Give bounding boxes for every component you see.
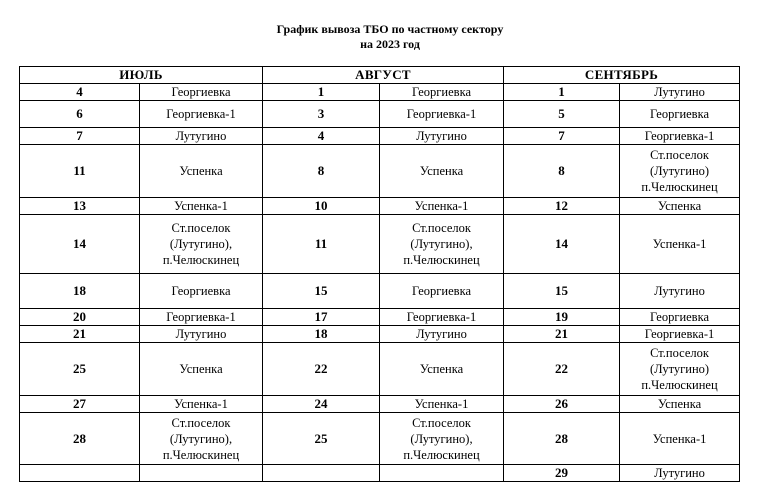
august-day-cell: 17: [263, 309, 380, 326]
july-place-cell: [140, 215, 263, 274]
july-day-cell: 27: [20, 396, 140, 413]
september-place-cell: [620, 215, 740, 274]
place-line: Ст.поселок: [650, 346, 709, 360]
september-place-cell: [620, 198, 740, 215]
place-line: Георгиевка: [411, 284, 472, 298]
september-day-cell: 1: [504, 84, 620, 101]
september-day-cell: 7: [504, 128, 620, 145]
september-day-cell: 15: [504, 274, 620, 309]
table-row: [20, 145, 740, 198]
place-line: Успенка: [657, 397, 702, 411]
july-day-cell: [20, 465, 140, 482]
august-place-cell: [380, 84, 504, 101]
table-row: [20, 198, 740, 215]
place-line: Лутугино: [416, 327, 467, 341]
september-day-cell: 21: [504, 326, 620, 343]
table-row: [20, 413, 740, 465]
place-line: п.Челюскинец: [403, 447, 480, 462]
july-day-cell: 18: [20, 274, 140, 309]
august-day-cell: 22: [263, 343, 380, 396]
place-line: п.Челюскинец: [162, 253, 240, 267]
july-place-cell: [140, 343, 263, 396]
place-line: Успенка: [179, 362, 223, 376]
september-place-cell: [620, 343, 740, 396]
august-place-cell: [380, 396, 504, 413]
schedule-table: [19, 66, 740, 482]
place-line: (Лутугино),: [169, 431, 233, 446]
august-place-cell: [380, 465, 504, 482]
july-place-cell: [140, 396, 263, 413]
september-day-cell: 19: [504, 309, 620, 326]
august-day-cell: 3: [263, 101, 380, 128]
place-line: Георгиевка: [411, 85, 472, 99]
place-line: Успенка: [419, 164, 464, 178]
place-line: п.Челюскинец: [641, 378, 718, 392]
july-place-cell: [140, 84, 263, 101]
place-line: Георгиевка-1: [406, 107, 477, 121]
place-line: (Лутугино),: [410, 431, 473, 446]
place-line: Георгиевка-1: [644, 129, 715, 143]
place-line: Лутугино: [654, 85, 705, 99]
july-day-cell: 25: [20, 343, 140, 396]
september-place-cell: [620, 396, 740, 413]
place-line: п.Челюскинец: [641, 180, 718, 194]
place-line: Успенка: [179, 164, 223, 178]
month-header-july: ИЮЛЬ: [20, 67, 263, 84]
august-day-cell: 11: [263, 215, 380, 274]
july-place-cell: [140, 413, 263, 465]
august-place-cell: [380, 198, 504, 215]
july-day-cell: 14: [20, 215, 140, 274]
place-line: п.Челюскинец: [162, 447, 240, 462]
place-line: Успенка-1: [174, 397, 228, 411]
july-day-cell: 4: [20, 84, 140, 101]
place-line: Успенка-1: [414, 199, 469, 213]
september-day-cell: 28: [504, 413, 620, 465]
july-day-cell: 11: [20, 145, 140, 198]
place-line: Успенка: [657, 199, 702, 213]
july-day-cell: 28: [20, 413, 140, 465]
september-place-cell: [620, 326, 740, 343]
august-place-cell: [380, 326, 504, 343]
september-place-cell: [620, 128, 740, 145]
place-line: (Лутугино): [650, 164, 710, 178]
september-place-cell: [620, 84, 740, 101]
place-line: Георгиевка-1: [406, 310, 477, 324]
table-row: [20, 101, 740, 128]
july-day-cell: 21: [20, 326, 140, 343]
september-place-cell: [620, 309, 740, 326]
table-row: [20, 309, 740, 326]
place-line: (Лутугино): [650, 362, 710, 376]
month-header-row: [20, 67, 740, 84]
september-place-cell: [620, 145, 740, 198]
place-line: Георгиевка: [171, 85, 231, 99]
title-line-1: График вывоза ТБО по частному сектору: [276, 22, 504, 36]
july-place-cell: [140, 309, 263, 326]
august-day-cell: 15: [263, 274, 380, 309]
august-place-cell: [380, 309, 504, 326]
place-line: (Лутугино),: [410, 237, 473, 251]
july-day-cell: 7: [20, 128, 140, 145]
july-place-cell: [140, 274, 263, 309]
table-row: [20, 396, 740, 413]
august-day-cell: 4: [263, 128, 380, 145]
place-line: Лутугино: [175, 129, 227, 143]
august-place-cell: [380, 145, 504, 198]
august-place-cell: [380, 128, 504, 145]
august-day-cell: 1: [263, 84, 380, 101]
place-line: Ст.поселок: [650, 148, 709, 162]
july-place-cell: [140, 101, 263, 128]
place-line: Ст.поселок: [412, 415, 471, 430]
september-place-cell: [620, 101, 740, 128]
place-line: Успенка: [419, 362, 464, 376]
table-row: [20, 326, 740, 343]
place-line: Георгиевка: [650, 107, 710, 121]
july-day-cell: 13: [20, 198, 140, 215]
place-line: Георгиевка: [171, 284, 231, 298]
august-day-cell: 24: [263, 396, 380, 413]
september-day-cell: 8: [504, 145, 620, 198]
august-day-cell: 18: [263, 326, 380, 343]
august-day-cell: 10: [263, 198, 380, 215]
july-place-cell: [140, 326, 263, 343]
august-day-cell: 8: [263, 145, 380, 198]
september-day-cell: 14: [504, 215, 620, 274]
place-line: Ст.поселок: [171, 415, 231, 430]
place-line: Лутугино: [175, 327, 227, 341]
place-line: Ст.поселок: [412, 221, 471, 235]
place-line: Лутугино: [654, 284, 705, 298]
september-day-cell: 29: [504, 465, 620, 482]
july-place-cell: [140, 145, 263, 198]
place-line: Успенка-1: [174, 199, 228, 213]
july-place-cell: [140, 198, 263, 215]
place-line: Успенка-1: [652, 431, 707, 446]
table-row: [20, 274, 740, 309]
table-row: [20, 215, 740, 274]
august-day-cell: 25: [263, 413, 380, 465]
august-place-cell: [380, 274, 504, 309]
september-day-cell: 5: [504, 101, 620, 128]
august-place-cell: [380, 343, 504, 396]
month-header-august: АВГУСТ: [263, 67, 504, 84]
schedule-body: [20, 84, 740, 482]
place-line: Георгиевка-1: [166, 310, 236, 324]
table-row: [20, 84, 740, 101]
place-line: (Лутугино),: [169, 237, 233, 251]
table-row: [20, 343, 740, 396]
place-line: п.Челюскинец: [403, 253, 480, 267]
september-place-cell: [620, 274, 740, 309]
july-place-cell: [140, 128, 263, 145]
place-line: Георгиевка-1: [166, 107, 236, 121]
table-row: [20, 128, 740, 145]
july-place-cell: [140, 465, 263, 482]
place-line: Лутугино: [416, 129, 467, 143]
july-day-cell: 20: [20, 309, 140, 326]
document-title: [0, 22, 761, 52]
place-line: Успенка-1: [414, 397, 469, 411]
august-place-cell: [380, 215, 504, 274]
place-line: Успенка-1: [652, 237, 707, 251]
july-day-cell: 6: [20, 101, 140, 128]
august-place-cell: [380, 101, 504, 128]
table-row: [20, 465, 740, 482]
place-line: Георгиевка-1: [644, 327, 715, 341]
september-day-cell: 22: [504, 343, 620, 396]
place-line: Лутугино: [654, 466, 705, 480]
september-day-cell: 12: [504, 198, 620, 215]
august-place-cell: [380, 413, 504, 465]
september-day-cell: 26: [504, 396, 620, 413]
place-line: Георгиевка: [650, 310, 710, 324]
title-line-2: на 2023 год: [360, 37, 420, 51]
september-place-cell: [620, 465, 740, 482]
place-line: Ст.поселок: [171, 221, 231, 235]
september-place-cell: [620, 413, 740, 465]
august-day-cell: [263, 465, 380, 482]
month-header-september: СЕНТЯБРЬ: [504, 67, 740, 84]
